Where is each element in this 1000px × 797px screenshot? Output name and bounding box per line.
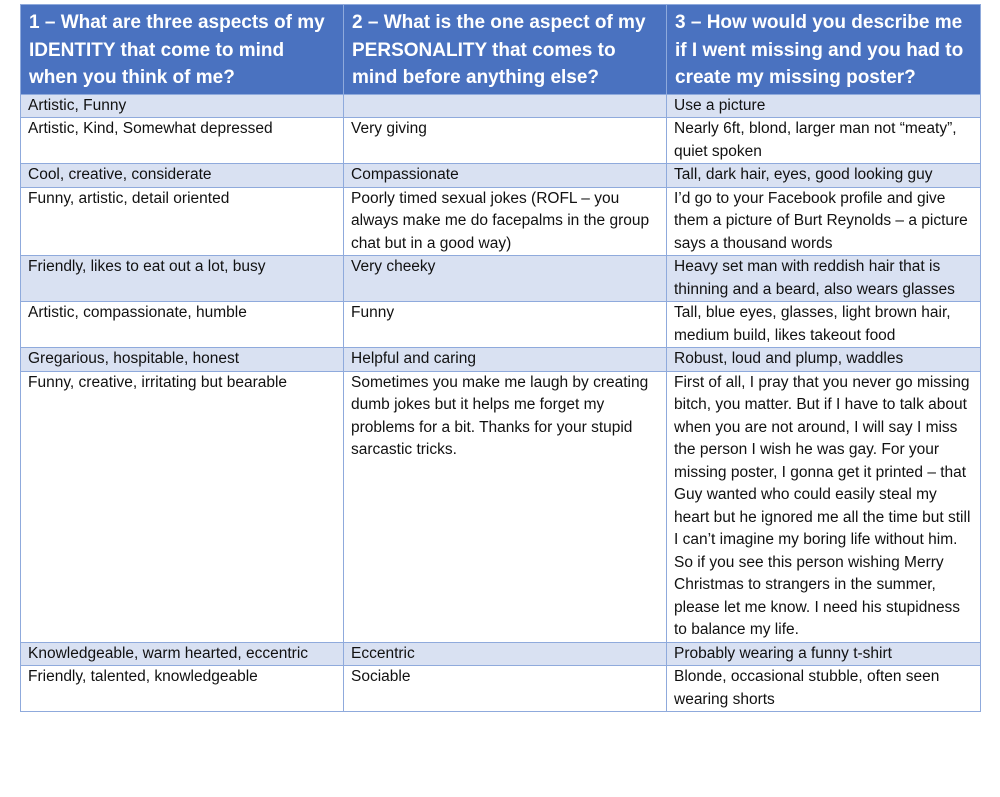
poster-cell: I’d go to your Facebook profile and give them a picture of Burt Reynolds – a picture says a thousand words: [667, 187, 981, 256]
table-row: [21, 187, 981, 256]
table-row: [21, 666, 981, 712]
table-row: [21, 302, 981, 348]
poster-cell: Blonde, occasional stubble, often seen wearing shorts: [667, 666, 981, 712]
identity-cell: Funny, creative, irritating but bearable: [21, 371, 344, 642]
personality-cell: Funny: [344, 302, 667, 348]
poster-cell: Robust, loud and plump, waddles: [667, 348, 981, 372]
table-row: [21, 371, 981, 642]
table-row: [21, 256, 981, 302]
header-personality: 2 – What is the one aspect of my PERSONALITY that comes to mind before anything else?: [344, 5, 667, 95]
poster-cell: Probably wearing a funny t-shirt: [667, 642, 981, 666]
header-identity: 1 – What are three aspects of my IDENTITY that come to mind when you think of me?: [21, 5, 344, 95]
table-row: [21, 118, 981, 164]
table-row: [21, 348, 981, 372]
poster-cell: First of all, I pray that you never go missing bitch, you matter. But if I have to talk about when you are not around, I will say I miss the person I wish he was gay. For your missing poster, I gonna get it printed – that Guy wanted who could easily steal my heart but he ignored me all the time but still I can’t imagine my boring life without him. So if you see this person wishing Merry Christmas to strangers in the summer, please let me know. I need his stupidness to balance my life.: [667, 371, 981, 642]
poster-cell: Nearly 6ft, blond, larger man not “meaty”, quiet spoken: [667, 118, 981, 164]
identity-cell: Cool, creative, considerate: [21, 164, 344, 188]
survey-responses-table: [20, 4, 981, 712]
header-row: [21, 5, 981, 95]
poster-cell: Tall, dark hair, eyes, good looking guy: [667, 164, 981, 188]
identity-cell: Gregarious, hospitable, honest: [21, 348, 344, 372]
personality-cell: Very giving: [344, 118, 667, 164]
table-row: [21, 94, 981, 118]
personality-cell: Very cheeky: [344, 256, 667, 302]
identity-cell: Artistic, Kind, Somewhat depressed: [21, 118, 344, 164]
personality-cell: Sometimes you make me laugh by creating dumb jokes but it helps me forget my problems for a bit. Thanks for your stupid sarcastic tricks.: [344, 371, 667, 642]
personality-cell: Eccentric: [344, 642, 667, 666]
identity-cell: Artistic, Funny: [21, 94, 344, 118]
poster-cell: Tall, blue eyes, glasses, light brown hair, medium build, likes takeout food: [667, 302, 981, 348]
personality-cell: Poorly timed sexual jokes (ROFL – you always make me do facepalms in the group chat but in a good way): [344, 187, 667, 256]
poster-cell: Heavy set man with reddish hair that is thinning and a beard, also wears glasses: [667, 256, 981, 302]
personality-cell: Helpful and caring: [344, 348, 667, 372]
table-row: [21, 164, 981, 188]
table-row: [21, 642, 981, 666]
header-missing-poster: 3 – How would you describe me if I went missing and you had to create my missing poster?: [667, 5, 981, 95]
identity-cell: Artistic, compassionate, humble: [21, 302, 344, 348]
identity-cell: Knowledgeable, warm hearted, eccentric: [21, 642, 344, 666]
identity-cell: Funny, artistic, detail oriented: [21, 187, 344, 256]
personality-cell: [344, 94, 667, 118]
identity-cell: Friendly, talented, knowledgeable: [21, 666, 344, 712]
identity-cell: Friendly, likes to eat out a lot, busy: [21, 256, 344, 302]
personality-cell: Compassionate: [344, 164, 667, 188]
poster-cell: Use a picture: [667, 94, 981, 118]
personality-cell: Sociable: [344, 666, 667, 712]
